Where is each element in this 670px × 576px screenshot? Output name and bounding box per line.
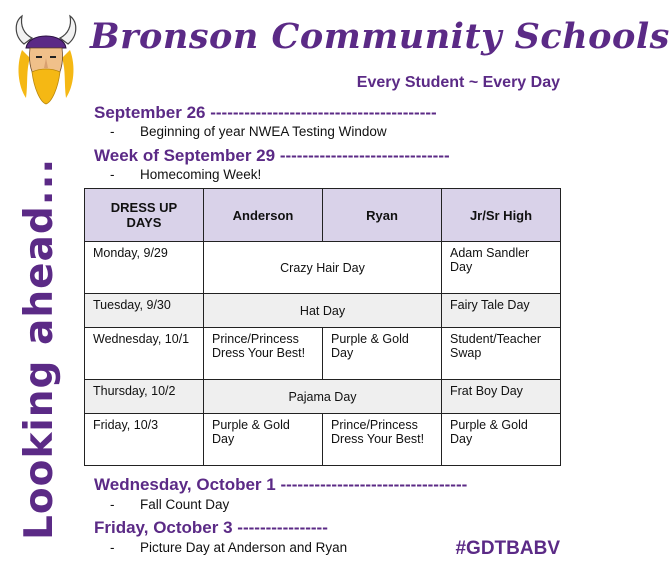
table-header-row	[85, 189, 561, 242]
anderson-cell: Purple & Gold Day	[204, 414, 323, 466]
looking-ahead-heading: Looking ahead...	[17, 157, 62, 540]
jrsr-cell: Purple & Gold Day	[442, 414, 561, 466]
section-heading-oct1	[94, 475, 467, 495]
list-item-text: Picture Day at Anderson and Ryan	[140, 540, 348, 555]
bullet-dash: -	[110, 497, 115, 512]
jrsr-cell: Frat Boy Day	[442, 380, 561, 414]
section-heading-label: September 26	[94, 103, 206, 122]
section-heading-sep29	[94, 146, 450, 166]
page-title: Bronson Community Schools	[90, 16, 670, 57]
heading-rule: ---------------------------------	[280, 475, 468, 494]
viking-logo-icon	[12, 14, 80, 106]
list-item	[110, 497, 229, 512]
day-cell: Thursday, 10/2	[85, 380, 204, 414]
list-item	[110, 124, 387, 139]
dress-up-days-table	[84, 188, 561, 466]
section-heading-sep26	[94, 103, 437, 123]
heading-rule: ----------------------------------------	[210, 103, 437, 122]
list-item	[110, 540, 347, 555]
ryan-cell: Prince/Princess Dress Your Best!	[323, 414, 442, 466]
section-heading-label: Friday, October 3	[94, 518, 233, 537]
heading-rule: ----------------	[237, 518, 328, 537]
column-header: Anderson	[204, 189, 323, 242]
bullet-dash: -	[110, 124, 115, 139]
table-row	[85, 380, 561, 414]
day-cell: Wednesday, 10/1	[85, 328, 204, 380]
day-cell: Friday, 10/3	[85, 414, 204, 466]
column-header: Jr/Sr High	[442, 189, 561, 242]
table-row	[85, 414, 561, 466]
section-heading-oct3	[94, 518, 328, 538]
day-cell: Tuesday, 9/30	[85, 294, 204, 328]
jrsr-cell: Adam Sandler Day	[442, 242, 561, 294]
tagline: Every Student ~ Every Day	[356, 74, 560, 91]
list-item-text: Fall Count Day	[140, 497, 230, 512]
column-header: DRESS UP DAYS	[85, 189, 204, 242]
anderson-cell: Prince/Princess Dress Your Best!	[204, 328, 323, 380]
list-item	[110, 167, 261, 182]
table-row	[85, 242, 561, 294]
list-item-text: Homecoming Week!	[140, 167, 262, 182]
column-header: Ryan	[323, 189, 442, 242]
section-heading-label: Wednesday, October 1	[94, 475, 276, 494]
elementary-cell: Crazy Hair Day	[204, 242, 442, 294]
bullet-dash: -	[110, 540, 115, 555]
table-row	[85, 294, 561, 328]
section-heading-label: Week of September 29	[94, 146, 276, 165]
list-item-text: Beginning of year NWEA Testing Window	[140, 124, 387, 139]
table-row	[85, 328, 561, 380]
elementary-cell: Pajama Day	[204, 380, 442, 414]
elementary-cell: Hat Day	[204, 294, 442, 328]
heading-rule: ------------------------------	[279, 146, 450, 165]
jrsr-cell: Fairy Tale Day	[442, 294, 561, 328]
bullet-dash: -	[110, 167, 115, 182]
jrsr-cell: Student/Teacher Swap	[442, 328, 561, 380]
ryan-cell: Purple & Gold Day	[323, 328, 442, 380]
hashtag: #GDTBABV	[455, 538, 560, 559]
day-cell: Monday, 9/29	[85, 242, 204, 294]
